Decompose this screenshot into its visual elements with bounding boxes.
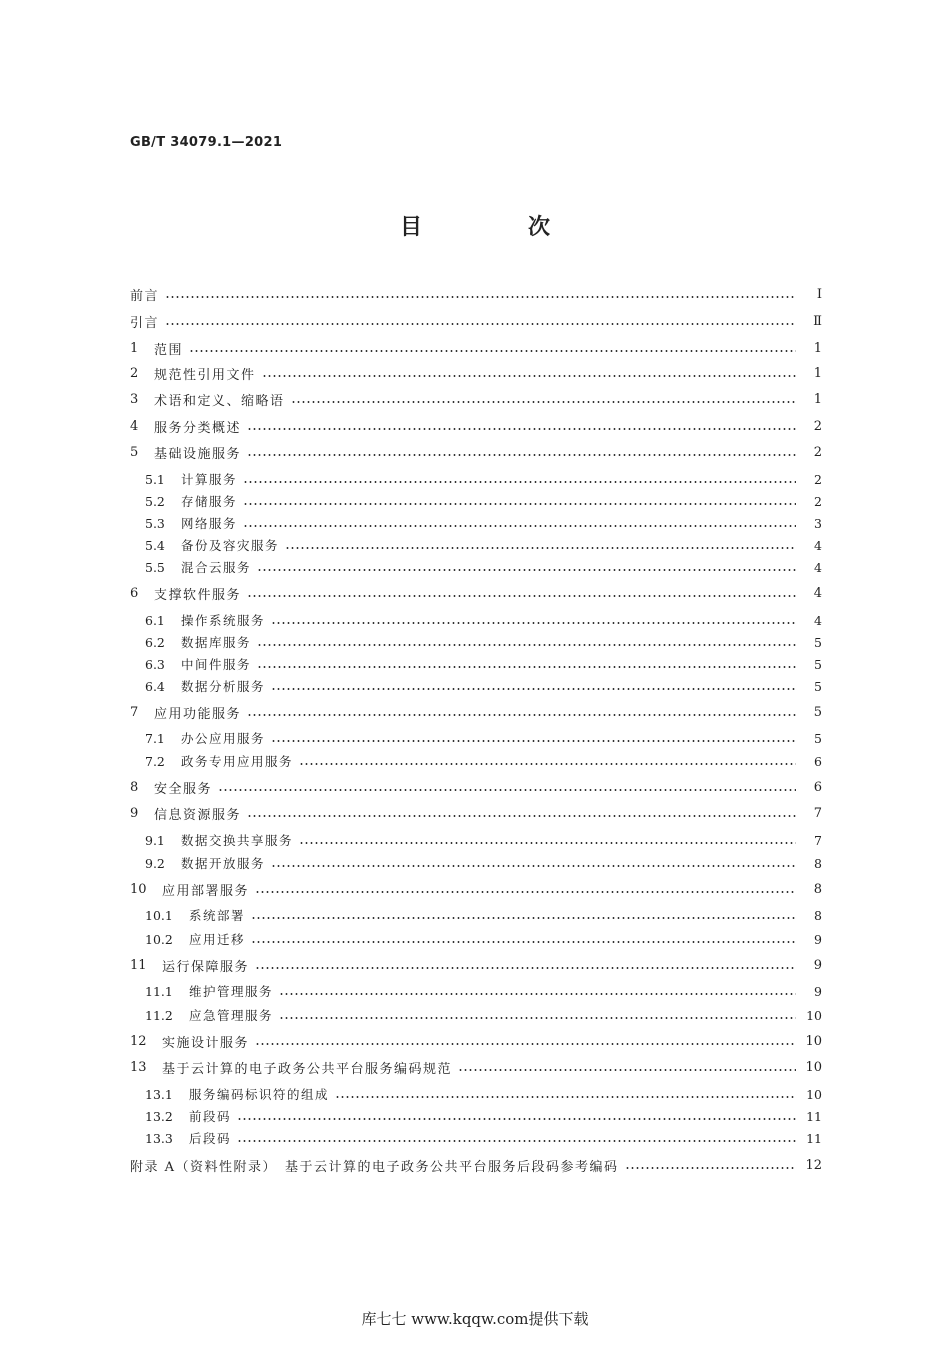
toc-entry-title: 混合云服务 [181,560,252,575]
toc-entry[interactable] [130,802,822,824]
toc-entry-title: 应用功能服务 [154,706,242,722]
dot-leader [271,622,796,624]
toc-entry[interactable] [145,631,822,653]
toc-entry-page: 11 [806,1130,822,1146]
toc-entry-number: 7.2 [145,753,165,769]
dot-leader [299,842,796,844]
toc-entry-title: 数据分析服务 [181,679,266,694]
toc-entry-page: 4 [814,612,822,628]
toc-entry-number: 13.2 [145,1108,173,1124]
dot-leader [271,740,796,742]
toc-entry-page: 2 [814,493,822,509]
toc-entry-page: 5 [814,634,822,650]
dot-leader [279,1017,796,1019]
toc-entry-number: 7 [130,704,139,720]
toc-entry-title: 前言 [130,288,160,304]
toc-entry[interactable] [145,980,822,1002]
toc-entry[interactable] [130,1154,822,1176]
toc-entry-title: 政务专用应用服务 [181,754,294,769]
toc-entry-title: 信息资源服务 [154,807,242,823]
toc-entry-page: 1 [813,365,822,381]
toc-entry[interactable] [130,954,822,976]
dot-leader [247,595,796,597]
toc-entry-number: 9.2 [145,855,165,871]
toc-entry-page: 10 [806,1086,822,1102]
toc-entry-number: 10 [130,881,147,897]
toc-entry-page: 10 [805,1033,822,1049]
toc-entry[interactable] [145,512,822,534]
toc-entry[interactable] [130,776,822,798]
toc-entry-title: 服务分类概述 [154,420,242,436]
toc-entry[interactable] [130,1056,822,1078]
toc-entry-page: 6 [813,779,822,795]
standard-code: GB/T 34079.1—2021 [130,135,283,150]
toc-entry-title: 操作系统服务 [181,613,266,628]
toc-entry-title: 存储服务 [181,494,238,509]
toc-entry[interactable] [145,556,822,578]
dot-leader [625,1167,796,1169]
toc-entry-page: 2 [813,444,822,460]
toc-entry-page: 4 [814,537,822,553]
dot-leader [218,789,796,791]
toc-entry-title: 前段码 [189,1109,232,1124]
toc-entry[interactable] [145,675,822,697]
toc-entry-page: 9 [813,957,822,973]
toc-entry-number: 5.5 [145,559,165,575]
toc-entry-number: 7.1 [145,730,165,746]
toc-entry-title: 范围 [154,342,184,358]
toc-entry-title: 应急管理服务 [189,1008,274,1023]
toc-entry-title: 后段码 [189,1131,232,1146]
dot-leader [165,296,796,298]
toc-entry[interactable] [145,904,822,926]
toc-entry-title: 数据交换共享服务 [181,833,294,848]
toc-entry[interactable] [130,441,822,463]
dot-leader [189,350,796,352]
toc-entry-page: 11 [806,1108,822,1124]
dot-leader [262,375,796,377]
toc-entry-page: 7 [813,805,822,821]
toc-entry-title: 维护管理服务 [189,984,274,999]
toc-entry-page: 10 [806,1007,822,1023]
toc-entry[interactable] [130,1030,822,1052]
toc-entry-title: 应用迁移 [189,932,246,947]
toc-entry-number: 5.2 [145,493,165,509]
toc-entry-number: 6.1 [145,612,165,628]
toc-entry-number: 6 [130,585,139,601]
dot-leader [165,323,796,325]
toc-entry-number: 10.2 [145,931,173,947]
toc-entry-number: 9 [130,805,139,821]
dot-leader [251,917,796,919]
toc-entry-title: 安全服务 [154,781,213,797]
toc-entry-title: 备份及容灾服务 [181,538,280,553]
toc-entry-number: 11.2 [145,1007,173,1023]
toc-entry-title: 基础设施服务 [154,446,242,462]
dot-leader [255,967,796,969]
toc-entry-page: 10 [805,1059,822,1075]
toc-entry[interactable] [145,468,822,490]
toc-entry-number: 6.3 [145,656,165,672]
toc-entry-title: 服务编码标识符的组成 [189,1087,330,1102]
toc-entry-page: 4 [814,559,822,575]
toc-entry[interactable] [130,388,822,410]
dot-leader [237,1118,796,1120]
toc-entry-number: 13 [130,1059,147,1075]
toc-entry[interactable] [130,701,822,723]
toc-entry-page: 8 [814,907,822,923]
dot-leader [285,547,796,549]
toc-entry-title: 实施设计服务 [162,1035,250,1051]
toc-entry-page: 5 [814,730,822,746]
toc-entry-title: 网络服务 [181,516,238,531]
toc-entry[interactable] [145,829,822,851]
toc-entry[interactable] [145,1083,822,1105]
toc-entry-number: 5.3 [145,515,165,531]
dot-leader [237,1140,796,1142]
dot-leader [257,569,796,571]
dot-leader [271,865,796,867]
dot-leader [251,941,796,943]
toc-entry-title: 数据开放服务 [181,856,266,871]
toc-entry-page: 12 [805,1157,822,1173]
toc-entry-title: 引言 [130,315,160,331]
dot-leader [291,401,796,403]
dot-leader [299,763,796,765]
toc-entry-number: 6.2 [145,634,165,650]
toc-entry-title: 运行保障服务 [162,959,250,975]
toc-entry[interactable] [130,283,822,305]
dot-leader [247,428,796,430]
toc-entry-page: 9 [814,931,822,947]
dot-leader [458,1069,796,1071]
toc-entry-title: 中间件服务 [181,657,252,672]
toc-entry-page: 8 [813,881,822,897]
toc-entry[interactable] [145,928,822,950]
toc-entry-number: 10.1 [145,907,173,923]
toc-entry-number: 4 [130,418,139,434]
toc-entry-title: 附录 A（资料性附录） 基于云计算的电子政务公共平台服务后段码参考编码 [130,1159,619,1175]
toc-entry-number: 3 [130,391,139,407]
toc-entry-number: 13.1 [145,1086,173,1102]
toc-entry-number: 6.4 [145,678,165,694]
toc-entry-number: 2 [130,365,139,381]
toc-entry-number: 5 [130,444,139,460]
toc-entry[interactable] [145,727,822,749]
toc-entry[interactable] [145,490,822,512]
toc-entry-number: 5.4 [145,537,165,553]
toc-entry-title: 办公应用服务 [181,731,266,746]
toc-entry-page: 9 [814,983,822,999]
toc-entry-page: Ⅱ [813,313,822,329]
dot-leader [257,644,796,646]
toc-entry-number: 13.3 [145,1130,173,1146]
toc-entry[interactable] [145,750,822,772]
toc-entry-number: 12 [130,1033,147,1049]
dot-leader [335,1096,796,1098]
dot-leader [271,688,796,690]
toc-entry-title: 基于云计算的电子政务公共平台服务编码规范 [162,1061,453,1077]
dot-leader [243,525,796,527]
dot-leader [247,815,796,817]
toc-entry-page: 1 [813,340,822,356]
toc-entry[interactable] [130,337,822,359]
dot-leader [257,666,796,668]
toc-entry-title: 规范性引用文件 [154,367,256,383]
dot-leader [279,993,796,995]
toc-entry[interactable] [145,852,822,874]
toc-entry-number: 5.1 [145,471,165,487]
toc-entry-page: 5 [814,656,822,672]
toc-entry-title: 应用部署服务 [162,883,250,899]
dot-leader [243,503,796,505]
toc-entry-page: 5 [814,678,822,694]
toc-entry[interactable] [145,534,822,556]
toc-entry-title: 系统部署 [189,908,246,923]
dot-leader [243,481,796,483]
dot-leader [247,714,796,716]
toc-entry-page: 2 [813,418,822,434]
toc-entry-page: 1 [813,391,822,407]
toc-title: 目 次 [399,215,592,240]
toc-entry[interactable] [145,1127,822,1149]
toc-entry[interactable] [145,609,822,631]
toc-entry-number: 1 [130,340,139,356]
toc-entry-page: 3 [814,515,822,531]
toc-entry-number: 9.1 [145,832,165,848]
toc-entry-page: 2 [814,471,822,487]
dot-leader [247,454,796,456]
toc-entry[interactable] [130,878,822,900]
toc-entry-number: 11.1 [145,983,173,999]
toc-entry-title: 计算服务 [181,472,238,487]
toc-entry[interactable] [145,1105,822,1127]
dot-leader [255,1043,796,1045]
toc-entry[interactable] [130,415,822,437]
toc-entry-number: 8 [130,779,139,795]
toc-entry-title: 支撑软件服务 [154,587,242,603]
download-footer: 库七七 www.kqqw.com提供下载 [361,1310,589,1328]
toc-entry-page: 6 [814,753,822,769]
toc-entry-page: 7 [814,832,822,848]
toc-entry[interactable] [130,310,822,332]
toc-entry-title: 术语和定义、缩略语 [154,393,285,409]
dot-leader [255,891,796,893]
toc-entry-page: 5 [813,704,822,720]
toc-entry-page: Ⅰ [816,286,822,302]
toc-entry[interactable] [145,1004,822,1026]
toc-entry[interactable] [130,582,822,604]
toc-entry-number: 11 [130,957,147,973]
toc-entry[interactable] [145,653,822,675]
toc-entry-page: 8 [814,855,822,871]
toc-entry[interactable] [130,362,822,384]
toc-entry-page: 4 [813,585,822,601]
toc-entry-title: 数据库服务 [181,635,252,650]
